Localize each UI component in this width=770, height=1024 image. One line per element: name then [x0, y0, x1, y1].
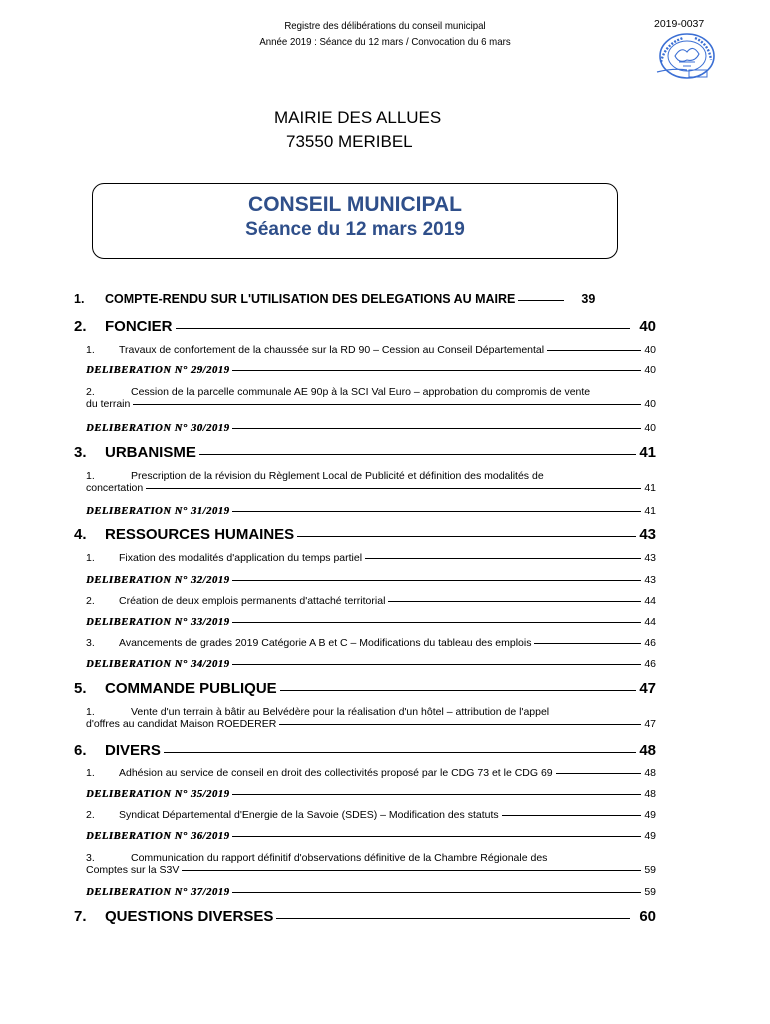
- toc-label-continued: d'offres au candidat Maison ROEDERER: [86, 718, 277, 730]
- toc-item-4-2[interactable]: [74, 595, 656, 607]
- toc-number: 1.: [86, 344, 95, 356]
- toc-page: 39: [581, 292, 596, 306]
- toc-page: 41: [639, 444, 656, 461]
- toc-label: COMMANDE PUBLIQUE: [105, 680, 277, 697]
- toc-number: 1.: [74, 292, 85, 306]
- toc-page: 59: [644, 864, 656, 876]
- mairie-city: 73550 MERIBEL: [286, 132, 413, 151]
- toc-section-7[interactable]: [74, 908, 656, 925]
- toc-item-4-3[interactable]: [74, 637, 656, 649]
- toc-section-3[interactable]: [74, 444, 656, 461]
- toc-label: Prescription de la révision du Règlement Local de Publicité et définition des modalités de: [131, 470, 544, 482]
- toc-item-6-2[interactable]: [74, 809, 656, 821]
- toc-deliberation-30[interactable]: [86, 422, 656, 434]
- toc-label: DELIBERATION N° 37/2019: [86, 887, 230, 898]
- toc-deliberation-35[interactable]: [86, 788, 656, 800]
- toc-page: 47: [639, 680, 656, 697]
- toc-page: 40: [644, 344, 656, 356]
- toc-label-continued: du terrain: [86, 398, 131, 410]
- toc-label: Adhésion au service de conseil en droit des collectivités proposé par le CDG 73 et le CDG 69: [119, 767, 553, 779]
- toc-label: Cession de la parcelle communale AE 90p à la SCI Val Euro – approbation du compromis de vente: [131, 386, 591, 398]
- title-box: [92, 183, 618, 259]
- toc-item-6-1[interactable]: [74, 767, 656, 779]
- toc-page: 60: [639, 908, 656, 925]
- toc-item-4-1[interactable]: [74, 552, 656, 564]
- toc-section-2[interactable]: [74, 318, 656, 335]
- toc-deliberation-34[interactable]: [86, 658, 656, 670]
- toc-number: 1.: [86, 470, 95, 482]
- session-date: Séance du 12 mars 2019: [245, 219, 465, 240]
- toc-page: 46: [644, 637, 656, 649]
- toc-page: 43: [644, 574, 656, 586]
- toc-label: COMPTE-RENDU SUR L'UTILISATION DES DELEGATIONS AU MAIRE: [105, 292, 516, 306]
- toc-label: DELIBERATION N° 31/2019: [86, 506, 230, 517]
- toc-number: 1.: [86, 706, 95, 718]
- toc-item-5-1[interactable]: [74, 706, 656, 730]
- toc-label: QUESTIONS DIVERSES: [105, 908, 274, 925]
- toc-deliberation-37[interactable]: [86, 886, 656, 898]
- toc-deliberation-31[interactable]: [86, 505, 656, 517]
- toc-number: 3.: [74, 444, 87, 461]
- toc-item-2-1[interactable]: [74, 344, 656, 356]
- toc-number: 2.: [86, 809, 95, 821]
- mairie-name: MAIRIE DES ALLUES: [274, 108, 442, 127]
- toc-page: 47: [644, 718, 656, 730]
- toc-label-continued: concertation: [86, 482, 144, 494]
- toc-label: Communication du rapport définitif d'observations définitive de la Chambre Régionale des: [131, 852, 548, 864]
- mairie-address: [274, 106, 441, 154]
- toc-label: FONCIER: [105, 318, 173, 335]
- toc-page: 48: [644, 788, 656, 800]
- register-reference: 2019-0037: [654, 18, 705, 30]
- toc-page: 43: [639, 526, 656, 543]
- toc-page: 48: [644, 767, 656, 779]
- toc-label: DELIBERATION N° 34/2019: [86, 659, 230, 670]
- document-title: CONSEIL MUNICIPAL: [248, 193, 462, 216]
- toc-page: 49: [644, 809, 656, 821]
- toc-label: DELIBERATION N° 30/2019: [86, 423, 230, 434]
- toc-section-4[interactable]: [74, 526, 656, 543]
- toc-label: Fixation des modalités d'application du temps partiel: [119, 552, 363, 564]
- toc-number: 3.: [86, 852, 95, 864]
- toc-deliberation-33[interactable]: [86, 616, 656, 628]
- toc-label: RESSOURCES HUMAINES: [105, 526, 295, 543]
- toc-label: Création de deux emplois permanents d'attaché territorial: [119, 595, 386, 607]
- toc-page: 49: [644, 830, 656, 842]
- toc-deliberation-32[interactable]: [86, 574, 656, 586]
- toc-page: 40: [644, 398, 656, 410]
- toc-page: 41: [644, 482, 656, 494]
- toc-section-5[interactable]: [74, 680, 656, 697]
- header-line-2: Année 2019 : Séance du 12 mars / Convocation du 6 mars: [259, 36, 511, 48]
- toc-label: DELIBERATION N° 33/2019: [86, 617, 230, 628]
- toc-deliberation-36[interactable]: [86, 830, 656, 842]
- toc-number: 7.: [74, 908, 87, 925]
- toc-page: 40: [644, 422, 656, 434]
- toc-label-continued: Comptes sur la S3V: [86, 864, 180, 876]
- toc-number: 6.: [74, 742, 87, 759]
- toc-number: 3.: [86, 637, 95, 649]
- toc-page: 40: [644, 364, 656, 376]
- toc-section-6[interactable]: [74, 742, 656, 759]
- toc-label: Syndicat Départemental d'Energie de la Savoie (SDES) – Modification des statuts: [119, 809, 499, 821]
- page-header: [31, 18, 739, 50]
- toc-number: 1.: [86, 767, 95, 779]
- commune-seal-stamp: [655, 32, 717, 84]
- toc-number: 1.: [86, 552, 95, 564]
- toc-page: 46: [644, 658, 656, 670]
- toc-label: Travaux de confortement de la chaussée sur la RD 90 – Cession au Conseil Départemental: [119, 344, 545, 356]
- toc-label: Vente d'un terrain à bâtir au Belvédère pour la réalisation d'un hôtel – attribution de l'appel: [131, 706, 550, 718]
- toc-number: 2.: [86, 595, 95, 607]
- toc-label: DELIBERATION N° 35/2019: [86, 789, 230, 800]
- toc-number: 2.: [74, 318, 87, 335]
- toc-label: DELIBERATION N° 29/2019: [86, 365, 230, 376]
- toc-item-2-2[interactable]: [74, 386, 656, 410]
- toc-number: 5.: [74, 680, 87, 697]
- toc-number: 4.: [74, 526, 87, 543]
- toc-section-1[interactable]: [74, 292, 656, 306]
- toc-page: 44: [644, 595, 656, 607]
- header-line-1: Registre des délibérations du conseil municipal: [284, 20, 486, 32]
- toc-item-3-1[interactable]: [74, 470, 656, 494]
- toc-page: 44: [644, 616, 656, 628]
- toc-label: Avancements de grades 2019 Catégorie A B et C – Modifications du tableau des emplois: [119, 637, 532, 649]
- toc-item-6-3[interactable]: [74, 852, 656, 876]
- toc-label: DELIBERATION N° 32/2019: [86, 575, 230, 586]
- toc-number: 2.: [86, 386, 95, 398]
- toc-page: 40: [639, 318, 656, 335]
- toc-label: DIVERS: [105, 742, 161, 759]
- toc-page: 43: [644, 552, 656, 564]
- toc-label: DELIBERATION N° 36/2019: [86, 831, 230, 842]
- toc-page: 59: [644, 886, 656, 898]
- toc-page: 48: [639, 742, 656, 759]
- toc-deliberation-29[interactable]: [86, 364, 656, 376]
- toc-page: 41: [644, 505, 656, 517]
- toc-label: URBANISME: [105, 444, 196, 461]
